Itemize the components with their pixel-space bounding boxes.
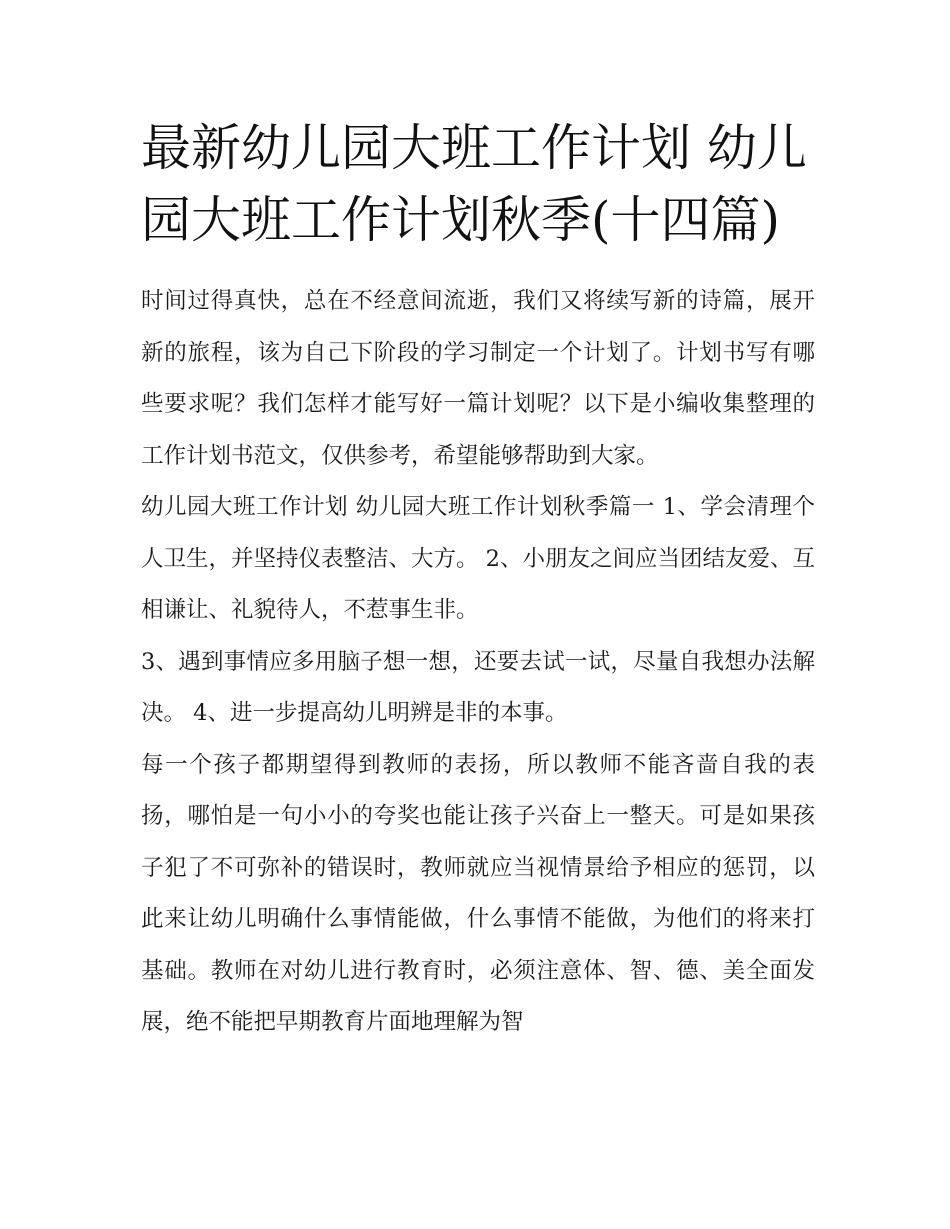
paragraph-items-three-four: 3、遇到事情应多用脑子想一想，还要去试一试，尽量自我想办法解决。 4、进一步提高幼儿明辨是非的本事。 <box>141 648 815 726</box>
paragraph-intro: 时间过得真快，总在不经意间流逝，我们又将续写新的诗篇，展开新的旅程，该为自己下阶段的学习制定一个计划了。计划书写有哪些要求呢？我们怎样才能写好一篇计划呢？以下是小编收集整理的工作计划书范文，仅供参考，希望能够帮助到大家。 <box>141 288 815 469</box>
paragraph-praise: 每一个孩子都期望得到教师的表扬，所以教师不能吝啬自我的表扬，哪怕是一句小小的夸奖也能让孩子兴奋上一整天。可是如果孩子犯了不可弥补的错误时，教师就应当视情景给予相应的惩罚，以此来让幼儿明确什么事情能做，什么事情不能做，为他们的将来打基础。教师在对幼儿进行教育时，必须注意体、智、德、美全面发展，绝不能把早期教育片面地理解为智 <box>141 751 815 1035</box>
document-content <box>141 112 815 1049</box>
paragraph-part-one: 幼儿园大班工作计划 幼儿园大班工作计划秋季篇一 1、学会清理个人卫生，并坚持仪表整洁、大方。 2、小朋友之间应当团结友爱、互相谦让、礼貌待人，不惹事生非。 <box>141 494 815 623</box>
document-title: 最新幼儿园大班工作计划 幼儿园大班工作计划秋季(十四篇) <box>141 119 807 249</box>
